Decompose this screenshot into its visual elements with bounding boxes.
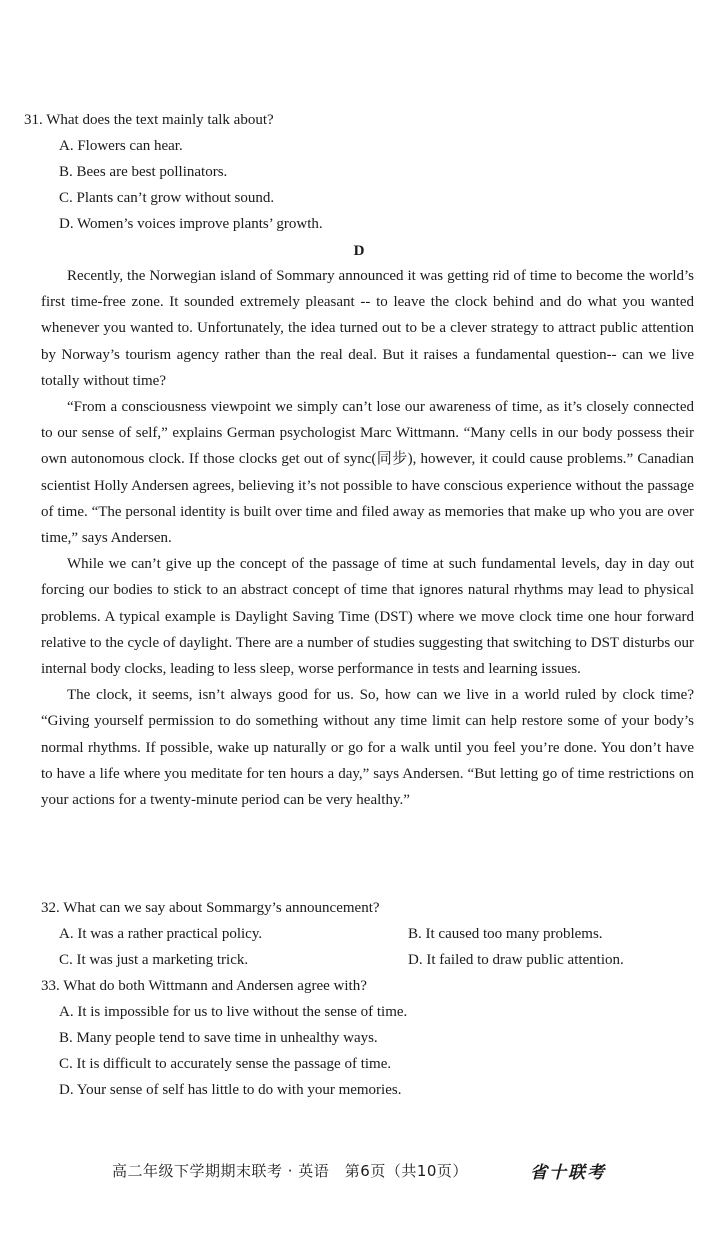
reading-passage [41,263,694,813]
question-31-option-b: B. Bees are best pollinators. [59,164,228,180]
passage-paragraph: While we can’t give up the concept of the passage of time at such fundamental levels, day in day out forcing our bodies to stick to an abstract concept of time that ignores natural rhythms may lead to physical problems. A typical example is Daylight Saving Time (DST) where we move clock time one hour forward relative to the cycle of daylight. There are a number of studies suggesting that switching to DST disturbs our internal body clocks, leading to less sleep, worse performance in tests and learning issues. [41,556,694,678]
question-31-option-d: D. Women’s voices improve plants’ growth. [59,216,323,232]
passage-paragraph: “From a consciousness viewpoint we simply can’t lose our awareness of time, as it’s closely connected to our sense of self,” explains German psychologist Marc Wittmann. “Many cells in our body possess their own autonomous clock. If those clocks get out of sync(同步), however, it could cause problems.” Canadian scientist Holly Andersen agrees, believing it’s not possible to have conscious experience without the passage of time. “The personal identity is built over time and filed away as memories that make up who you are over time,” says Andersen. [41,399,694,547]
question-31-stem: 31. What does the text mainly talk about? [24,112,274,128]
question-33-option-b: B. Many people tend to save time in unhealthy ways. [59,1030,378,1046]
passage-paragraph: Recently, the Norwegian island of Sommary announced it was getting rid of time to become the world’s first time-free zone. It sounded extremely pleasant -- to leave the clock behind and do what you wanted whenever you wanted to. Unfortunately, the idea turned out to be a clever strategy to attract public attention by Norway’s tourism agency rather than the real deal. But it raises a fundamental question-- can we live totally without time? [41,268,694,389]
question-33-stem: 33. What do both Wittmann and Andersen agree with? [41,978,367,994]
question-31-option-a: A. Flowers can hear. [59,138,183,154]
question-33-option-c: C. It is difficult to accurately sense the passage of time. [59,1056,392,1072]
question-32-option-a: A. It was a rather practical policy. [59,926,263,942]
question-33-option-d: D. Your sense of self has little to do with your memories. [59,1082,402,1098]
page-footer [0,1158,718,1186]
question-31-option-c: C. Plants can’t grow without sound. [59,190,275,206]
question-33-option-a: A. It is impossible for us to live without the sense of time. [59,1004,408,1020]
section-heading: D [353,243,365,259]
footer-page-info: 高二年级下学期期末联考 · 英语 第6页（共10页） [112,1162,468,1180]
footer-brand-logo: 省十联考 [530,1163,606,1183]
question-32-option-c: C. It was just a marketing trick. [59,952,249,968]
question-32-option-d: D. It failed to draw public attention. [408,952,624,968]
question-32-stem: 32. What can we say about Sommargy’s announcement? [41,900,380,916]
question-32-option-b: B. It caused too many problems. [408,926,603,942]
passage-paragraph: The clock, it seems, isn’t always good for us. So, how can we live in a world ruled by clock time? “Giving yourself permission to do something without any time limit can help restore some of your body’s normal rhythms. If possible, wake up naturally or go for a walk until you feel you’re done. You don’t have to have a life where you meditate for ten hours a day,” says Andersen. “But letting go of time restrictions on your actions for a twenty-minute period can be very healthy.” [41,687,694,809]
